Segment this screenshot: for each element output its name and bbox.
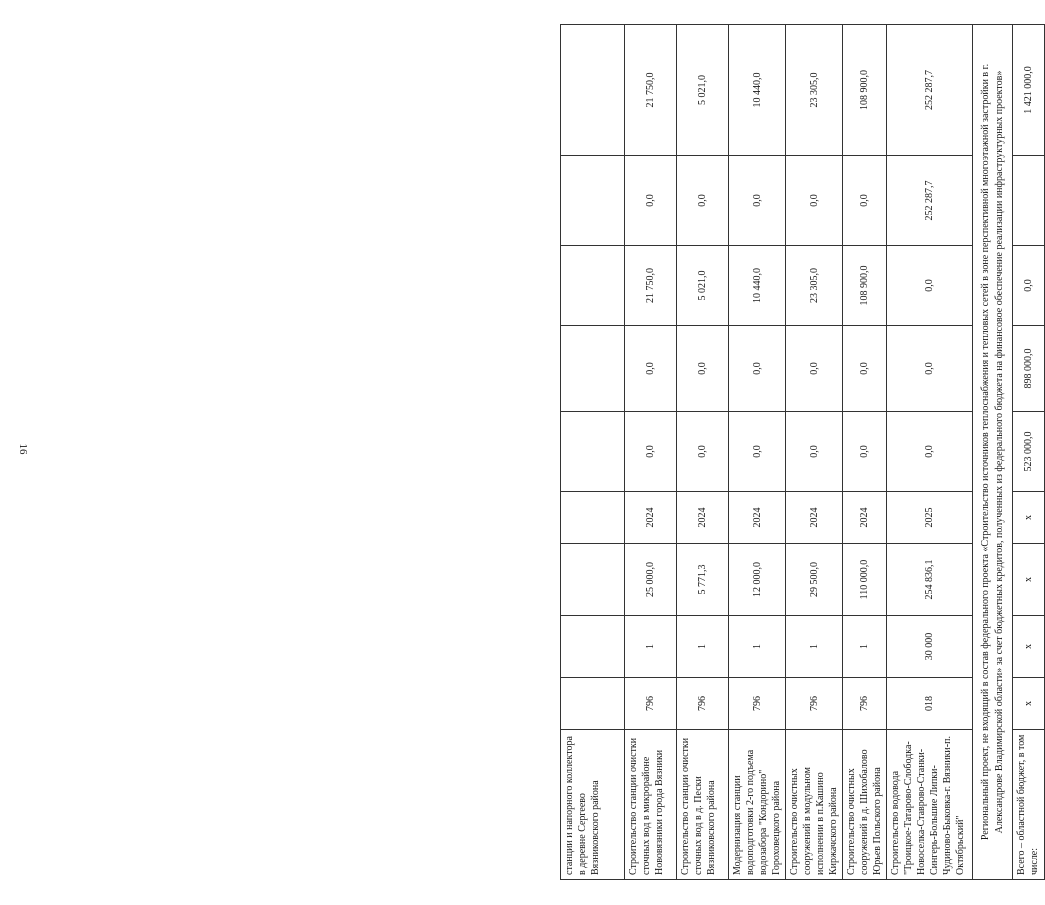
row-name: Строительство водовода "Троицкое-Татарово-Слободка-Новоселка-Ставрово-Станки-Сингерь-Большие Липки-Чудиново-Быковка-г. Вязники-п. Октябрьский" [887, 730, 973, 880]
row-c2: 0,0 [887, 326, 973, 412]
table-row [625, 25, 677, 880]
row-cost [561, 544, 625, 616]
row-c2 [561, 326, 625, 412]
row-name: Строительство очистных сооружений в д. Шихобалово Юрьев Польского района [843, 730, 887, 880]
row-total: 108 900,0 [843, 25, 887, 156]
row-c4: 0,0 [786, 156, 843, 246]
row-cost: 5 771,3 [677, 544, 729, 616]
row-cost: 110 000,0 [843, 544, 887, 616]
row-year: 2024 [625, 492, 677, 544]
row-code: 796 [729, 678, 786, 730]
row-cost: 29 500,0 [786, 544, 843, 616]
row-c3: 0,0 [887, 246, 973, 326]
row-total: 252 287,7 [887, 25, 973, 156]
total-c3: 0,0 [1013, 246, 1045, 326]
row-c3: 5 021,0 [677, 246, 729, 326]
row-c2: 0,0 [625, 326, 677, 412]
row-year: 2024 [729, 492, 786, 544]
row-total: 21 750,0 [625, 25, 677, 156]
row-c1: 0,0 [625, 412, 677, 492]
rotated-table-container [560, 25, 1040, 880]
row-code: 796 [786, 678, 843, 730]
row-c4: 0,0 [677, 156, 729, 246]
row-year: 2025 [887, 492, 973, 544]
table-row [887, 25, 973, 880]
row-name: Строительство очистных сооружений в модульном исполнении в п.Кашино Киржачского района [786, 730, 843, 880]
row-cost: 25 000,0 [625, 544, 677, 616]
row-c1: 0,0 [677, 412, 729, 492]
section-banner: Региональный проект, не входящий в состав федерального проекта «Строительство источников теплоснабжения и тепловых сетей в зоне перспективной многоэтажной застройки в г. Александрове Владимирской области» за счет бюджетных кредитов, полученных из федерального бюджета на финансовое обеспечение реализации инфраструктурных проектов» [973, 25, 1013, 880]
budget-table [560, 24, 1045, 880]
row-code [561, 678, 625, 730]
row-c3 [561, 246, 625, 326]
total-cost: x [1013, 544, 1045, 616]
row-name: станции и напорного коллектора в деревне Сергеево Вязниковского района [561, 730, 625, 880]
row-total: 5 021,0 [677, 25, 729, 156]
row-name: Модернизация станции водоподготовки 2-го подъема водозабора "Кондорино" Гороховецкого района [729, 730, 786, 880]
row-qty: 1 [729, 616, 786, 678]
table-row [786, 25, 843, 880]
row-qty: 1 [677, 616, 729, 678]
row-c3: 108 900,0 [843, 246, 887, 326]
total-year: x [1013, 492, 1045, 544]
row-c2: 0,0 [677, 326, 729, 412]
total-row [1013, 25, 1045, 880]
row-c2: 0,0 [843, 326, 887, 412]
row-cost: 12 000,0 [729, 544, 786, 616]
table-row [677, 25, 729, 880]
row-year: 2024 [677, 492, 729, 544]
row-c4: 252 287,7 [887, 156, 973, 246]
row-c4: 0,0 [625, 156, 677, 246]
row-qty: 1 [843, 616, 887, 678]
row-year: 2024 [786, 492, 843, 544]
row-c4: 0,0 [843, 156, 887, 246]
table-row [843, 25, 887, 880]
page-number: 16 [17, 443, 29, 455]
row-qty: 1 [625, 616, 677, 678]
row-c2: 0,0 [786, 326, 843, 412]
total-c1: 523 000,0 [1013, 412, 1045, 492]
row-c1: 0,0 [786, 412, 843, 492]
row-code: 796 [677, 678, 729, 730]
row-qty: 1 [786, 616, 843, 678]
row-total: 23 305,0 [786, 25, 843, 156]
row-c2: 0,0 [729, 326, 786, 412]
table-row [729, 25, 786, 880]
row-c4: 0,0 [729, 156, 786, 246]
total-c2: 898 000,0 [1013, 326, 1045, 412]
row-name: Строительство станции очистки сточных вод в микрорайоне Нововязники города Вязники [625, 730, 677, 880]
total-qty: x [1013, 616, 1045, 678]
row-year [561, 492, 625, 544]
row-c3: 21 750,0 [625, 246, 677, 326]
row-c1: 0,0 [729, 412, 786, 492]
table-row [561, 25, 625, 880]
row-code: 796 [625, 678, 677, 730]
row-code: 796 [843, 678, 887, 730]
total-code: x [1013, 678, 1045, 730]
row-c3: 10 440,0 [729, 246, 786, 326]
row-c1: 0,0 [887, 412, 973, 492]
row-total [561, 25, 625, 156]
total-c4 [1013, 156, 1045, 246]
row-c1: 0,0 [843, 412, 887, 492]
row-total: 10 440,0 [729, 25, 786, 156]
total-sum: 1 421 000,0 [1013, 25, 1045, 156]
row-c3: 23 305,0 [786, 246, 843, 326]
row-name: Строительство станции очистки сточных вод в д. Пески Вязниковского района [677, 730, 729, 880]
row-c4 [561, 156, 625, 246]
total-name: Всего – областной бюджет, в том числе: [1013, 730, 1045, 880]
row-qty [561, 616, 625, 678]
section-banner-row [973, 25, 1013, 880]
row-cost: 254 836,1 [887, 544, 973, 616]
row-year: 2024 [843, 492, 887, 544]
row-qty: 30 000 [887, 616, 973, 678]
row-c1 [561, 412, 625, 492]
row-code: 018 [887, 678, 973, 730]
